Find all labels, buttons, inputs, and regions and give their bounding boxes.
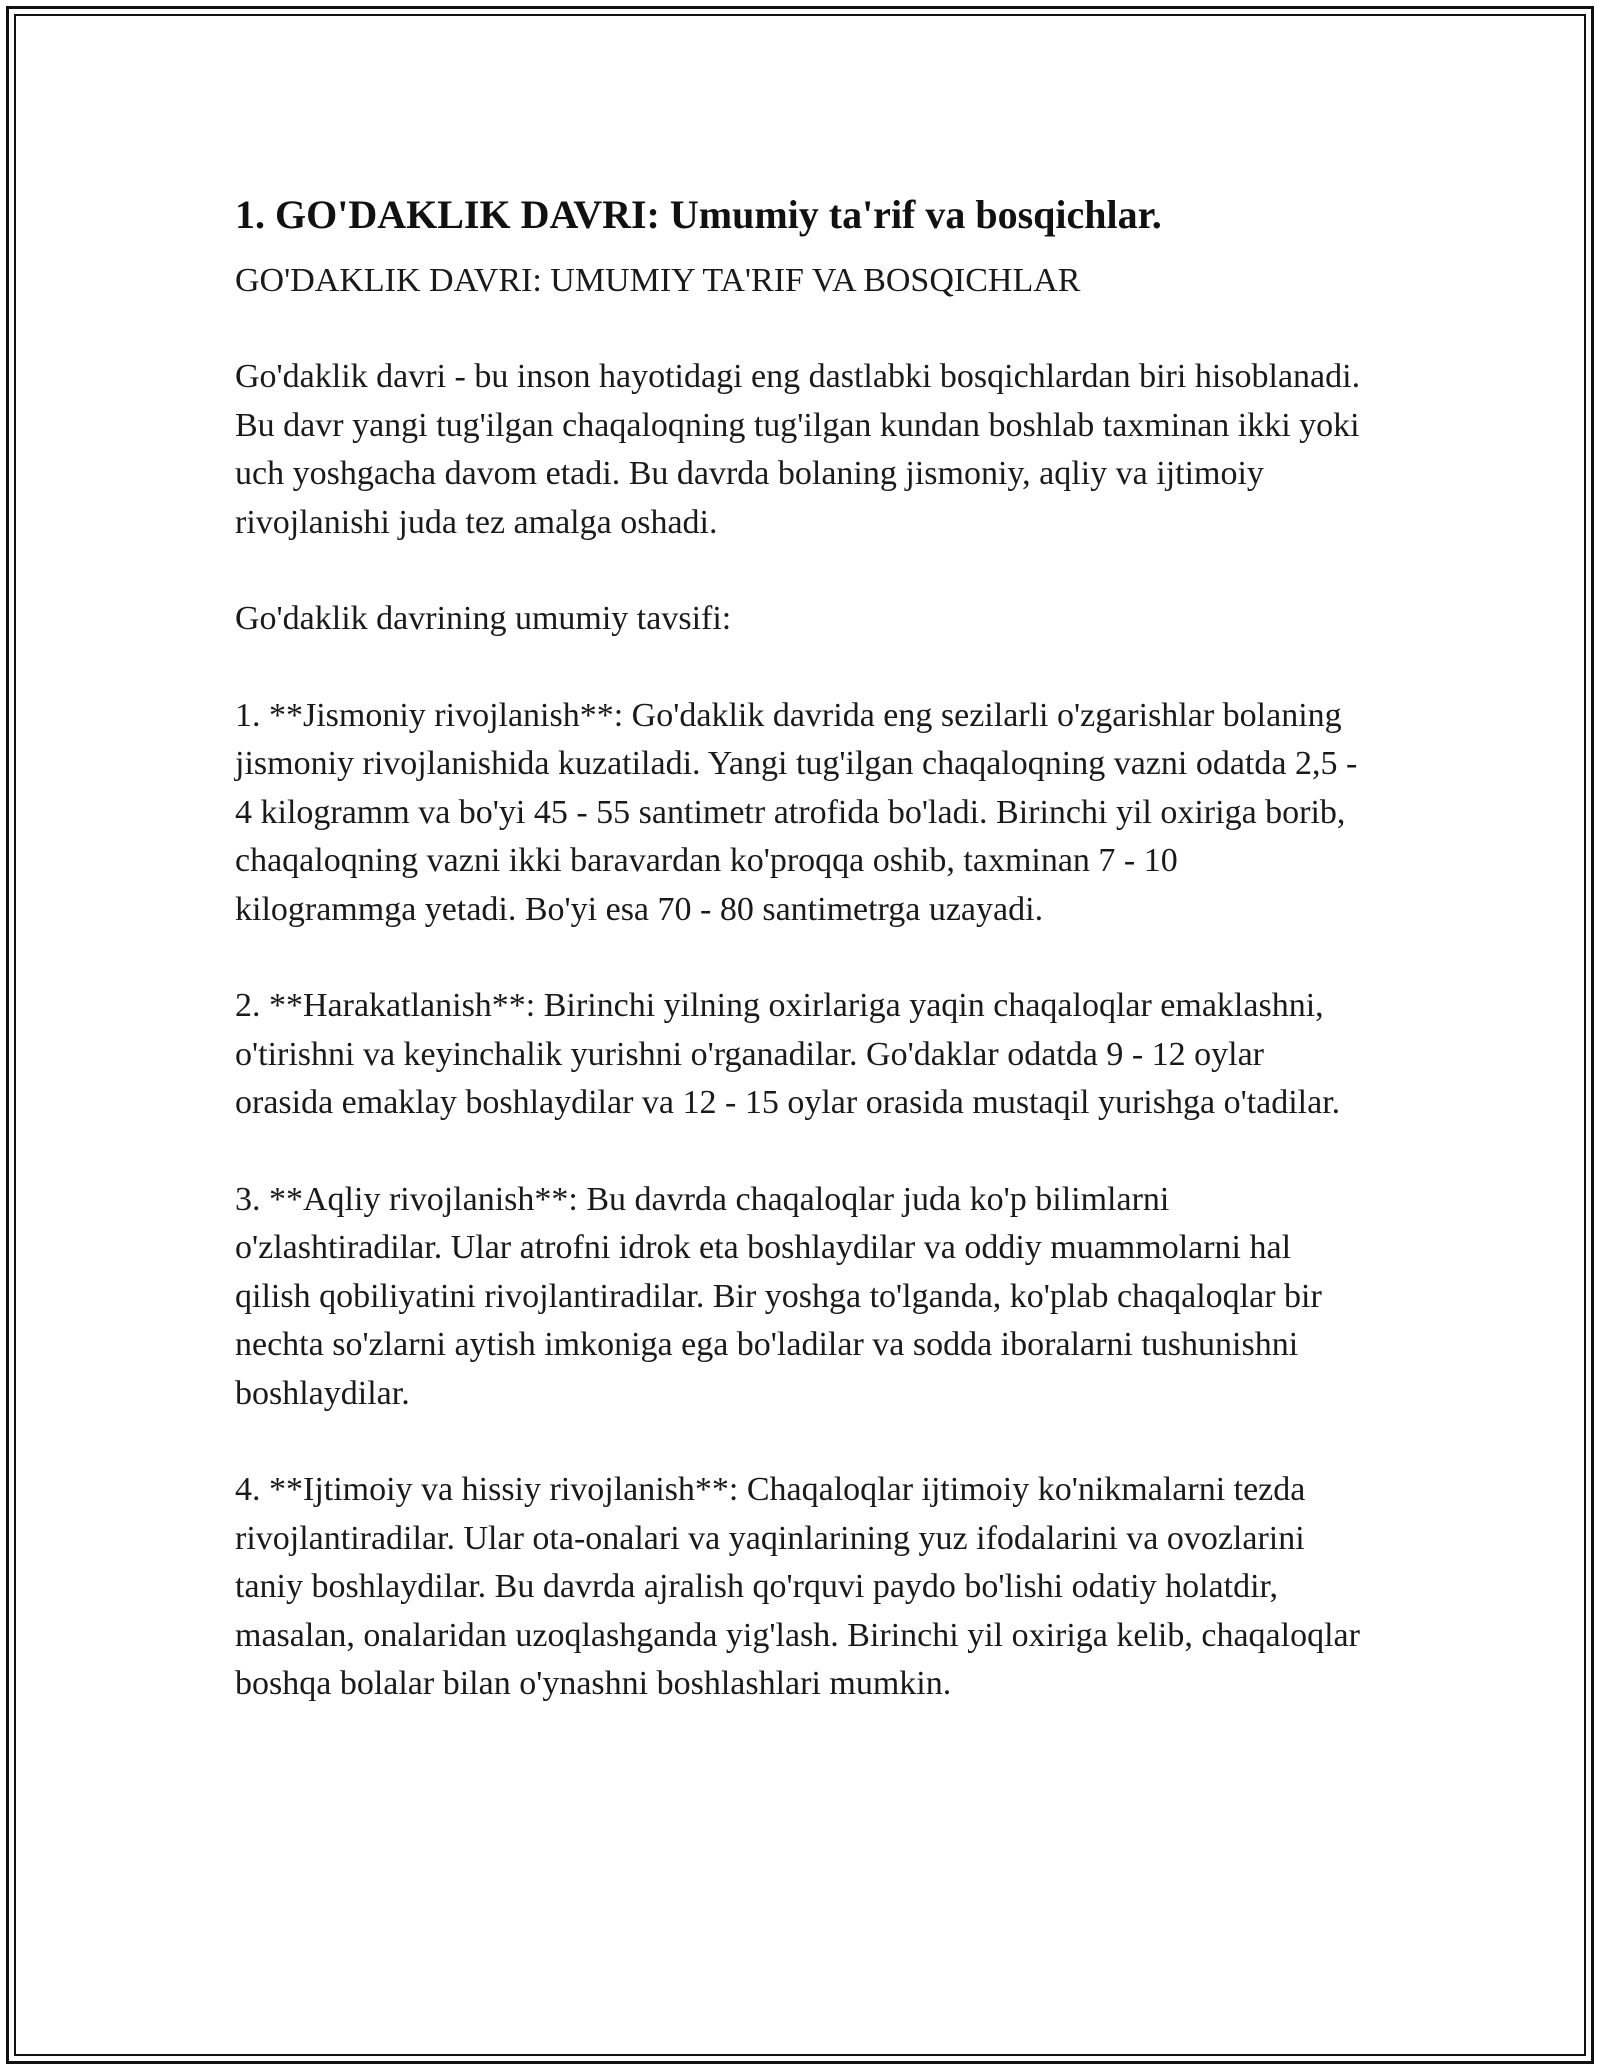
social-emotional-paragraph: 4. **Ijtimoiy va hissiy rivojlanish**: Chaqaloqlar ijtimoiy ko'nikmalarni tezda rivojlantiradilar. Ular ota-onalari va yaqinlarining yuz ifodalarini va ovozlarini taniy boshlaydilar. Bu davrda ajralish qo'rquvi paydo bo'lishi odatiy holatdir, masalan, onalaridan uzoqlashganda yig'lash. Birinchi yil oxiriga kelib, chaqaloqlar boshqa bolalar bilan o'ynashni boshlashlari mumkin. (235, 1471, 1360, 1702)
physical-development-paragraph: 1. **Jismoniy rivojlanish**: Go'daklik davrida eng sezilarli o'zgarishlar bolaning jismoniy rivojlanishida kuzatiladi. Yangi tug'ilgan chaqaloqning vazni odatda 2,5 - 4 kilogramm va bo'yi 45 - 55 santimetr atrofida bo'ladi. Birinchi yil oxiriga borib, chaqaloqning vazni ikki baravardan ko'proqqa oshib, taxminan 7 - 10 kilogrammga yetadi. Bo'yi esa 70 - 80 santimetrga uzayadi. (235, 696, 1358, 928)
document-subtitle: GO'DAKLIK DAVRI: UMUMIY TA'RIF VA BOSQICHLAR (235, 262, 1081, 299)
movement-paragraph: 2. **Harakatlanish**: Birinchi yilning oxirlariga yaqin chaqaloqlar emaklashni, o'tirishni va keyinchalik yurishni o'rganadilar. Go'daklar odatda 9 - 12 oylar orasida emaklay boshlaydilar va 12 - 15 oylar orasida mustaqil yurishga o'tadilar. (235, 987, 1341, 1121)
document-heading: 1. GO'DAKLIK DAVRI: Umumiy ta'rif va bosqichlar. (235, 192, 1162, 237)
document-body (235, 185, 1365, 1709)
summary-heading-paragraph: Go'daklik davrining umumiy tavsifi: (235, 600, 732, 637)
intro-paragraph: Go'daklik davri - bu inson hayotidagi eng dastlabki bosqichlardan biri hisoblanadi. Bu davr yangi tug'ilgan chaqaloqning tug'ilgan kundan boshlab taxminan ikki yoki uch yoshgacha davom etadi. Bu davrda bolaning jismoniy, aqliy va ijtimoiy rivojlanishi juda tez amalga oshadi. (235, 358, 1361, 541)
mental-development-paragraph: 3. **Aqliy rivojlanish**: Bu davrda chaqaloqlar juda ko'p bilimlarni o'zlashtiradilar. Ular atrofni idrok eta boshlaydilar va oddiy muammolarni hal qilish qobiliyatini rivojlantiradilar. Bir yoshga to'lganda, ko'plab chaqaloqlar bir nechta so'zlarni aytish imkoniga ega bo'ladilar va sodda iboralarni tushunishni boshlaydilar. (235, 1180, 1322, 1412)
